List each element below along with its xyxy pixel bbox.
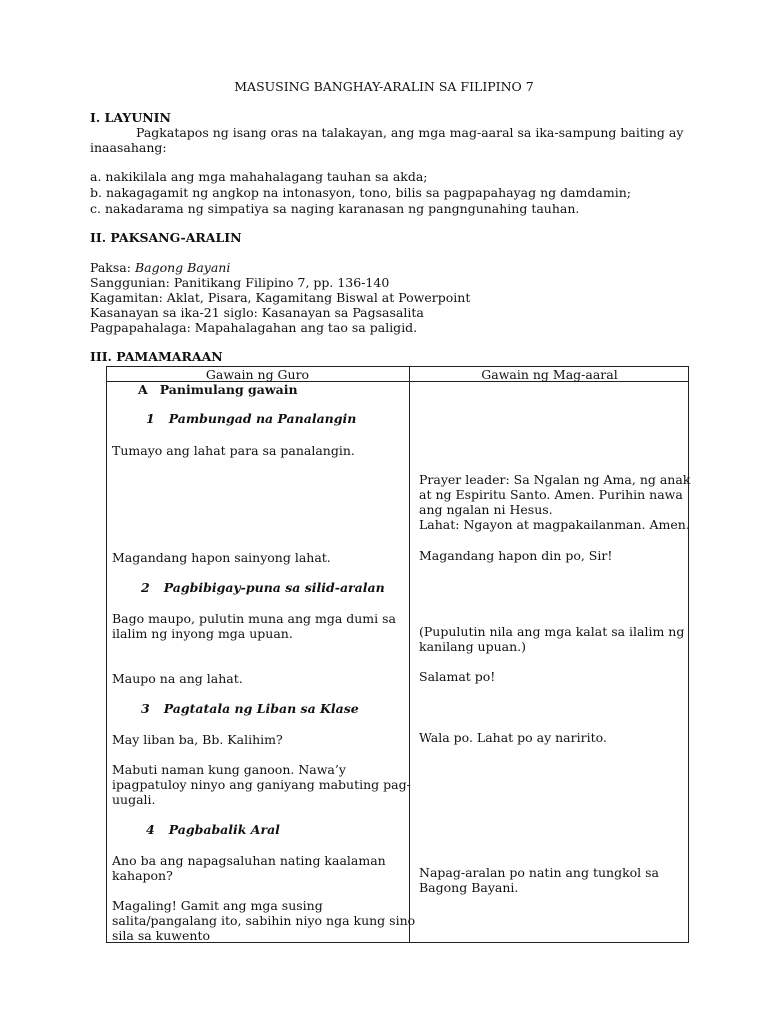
guro-line-balik-aral-1: Ano ba ang napagsaluhan nating kaalaman: [112, 853, 386, 868]
guro-line-mabuti-2: ipagpatuloy ninyo ang ganiyang mabuting pag-: [112, 777, 411, 792]
kasanayan-line: Kasanayan sa ika-21 siglo: Kasanayan sa Pagsasalita: [90, 305, 424, 320]
subsection-3-number: 3: [141, 701, 150, 716]
layunin-intro-line1: Pagkatapos ng isang oras na talakayan, ang mga mag-aaral sa ika-sampung baiting ay: [136, 125, 684, 140]
subsection-4-heading: [146, 822, 280, 837]
guro-line-balik-aral-2: kahapon?: [112, 868, 173, 883]
mag-aaral-line-pulutin-1: (Pupulutin nila ang mga kalat sa ilalim ng: [419, 624, 685, 639]
subsection-1-heading: [146, 411, 356, 426]
subsection-2-heading: [141, 580, 385, 595]
column-header-guro: Gawain ng Guro: [205, 367, 310, 382]
guro-line-pulutin-1: Bago maupo, pulutin muna ang mga dumi sa: [112, 611, 396, 626]
column-header-mag-aaral: Gawain ng Mag-aaral: [481, 367, 618, 382]
subsection-3-heading: [141, 701, 359, 716]
kagamitan-line: Kagamitan: Aklat, Pisara, Kagamitang Biswal at Powerpoint: [90, 290, 471, 305]
mag-aaral-line-salamat: Salamat po!: [419, 669, 496, 684]
subsection-1-number: 1: [146, 411, 155, 426]
page-title: MASUSING BANGHAY-ARALIN SA FILIPINO 7: [234, 79, 534, 94]
guro-line-magaling-3: sila sa kuwento: [112, 928, 210, 943]
guro-line-magaling-1: Magaling! Gamit ang mga susing: [112, 898, 323, 913]
subsection-1-label: Pambungad na Panalangin: [168, 411, 357, 426]
subsection-4-label: Pagbabalik Aral: [168, 822, 280, 837]
guro-line-pulutin-2: ilalim ng inyong mga upuan.: [112, 626, 293, 641]
layunin-intro-line2: inaasahang:: [90, 140, 167, 155]
mag-aaral-line-wala: Wala po. Lahat po ay naririto.: [419, 730, 607, 745]
guro-line-magaling-2: salita/pangalang ito, sabihin niyo nga kung sino: [112, 913, 416, 928]
mag-aaral-line-prayer-3: ang ngalan ni Hesus.: [419, 502, 553, 517]
guro-line-pagbati: Magandang hapon sainyong lahat.: [112, 550, 331, 565]
section-heading-paksang-aralin: II. PAKSANG-ARALIN: [90, 230, 242, 245]
pagpapahalaga-line: Pagpapahalaga: Mapahalagahan ang tao sa paligid.: [90, 320, 418, 335]
table-column-divider: [409, 366, 410, 943]
layunin-item-a: a. nakikilala ang mga mahahalagang tauhan sa akda;: [90, 169, 428, 184]
guro-line-liban: May liban ba, Bb. Kalihim?: [112, 732, 283, 747]
layunin-item-b: b. nakagagamit ng angkop na intonasyon, tono, bilis sa pagpapahayag ng damdamin;: [90, 185, 631, 200]
guro-line-mabuti-1: Mabuti naman kung ganoon. Nawa’y: [112, 762, 346, 777]
sanggunian-line: Sanggunian: Panitikang Filipino 7, pp. 136-140: [90, 275, 390, 290]
mag-aaral-line-prayer-4: Lahat: Ngayon at magpakailanman. Amen.: [419, 517, 690, 532]
guro-line-mabuti-3: uugali.: [112, 792, 156, 807]
mag-aaral-line-pagbati: Magandang hapon din po, Sir!: [419, 548, 613, 563]
subsection-3-label: Pagtatala ng Liban sa Klase: [163, 701, 359, 716]
guro-line-maupo: Maupo na ang lahat.: [112, 671, 243, 686]
section-a-heading: [138, 382, 298, 397]
mag-aaral-line-balik-aral-2: Bagong Bayani.: [419, 880, 519, 895]
paksa-line: [90, 260, 230, 275]
section-heading-pamamaraan: III. PAMAMARAAN: [90, 349, 223, 364]
mag-aaral-line-prayer-1: Prayer leader: Sa Ngalan ng Ama, ng anak: [419, 472, 691, 487]
section-a-label: Panimulang gawain: [159, 382, 298, 397]
layunin-item-c: c. nakadarama ng simpatiya sa naging karanasan ng pangngunahing tauhan.: [90, 201, 580, 216]
guro-line-panalangin: Tumayo ang lahat para sa panalangin.: [112, 443, 355, 458]
mag-aaral-line-pulutin-2: kanilang upuan.): [419, 639, 527, 654]
paksa-label: Paksa:: [90, 260, 135, 275]
section-heading-layunin: I. LAYUNIN: [90, 110, 171, 125]
subsection-2-label: Pagbibigay-puna sa silid-aralan: [163, 580, 385, 595]
section-a-letter: A: [138, 382, 148, 397]
subsection-4-number: 4: [146, 822, 155, 837]
subsection-2-number: 2: [141, 580, 150, 595]
mag-aaral-line-balik-aral-1: Napag-aralan po natin ang tungkol sa: [419, 865, 660, 880]
paksa-value: Bagong Bayani: [134, 260, 231, 275]
mag-aaral-line-prayer-2: at ng Espiritu Santo. Amen. Purihin nawa: [419, 487, 683, 502]
